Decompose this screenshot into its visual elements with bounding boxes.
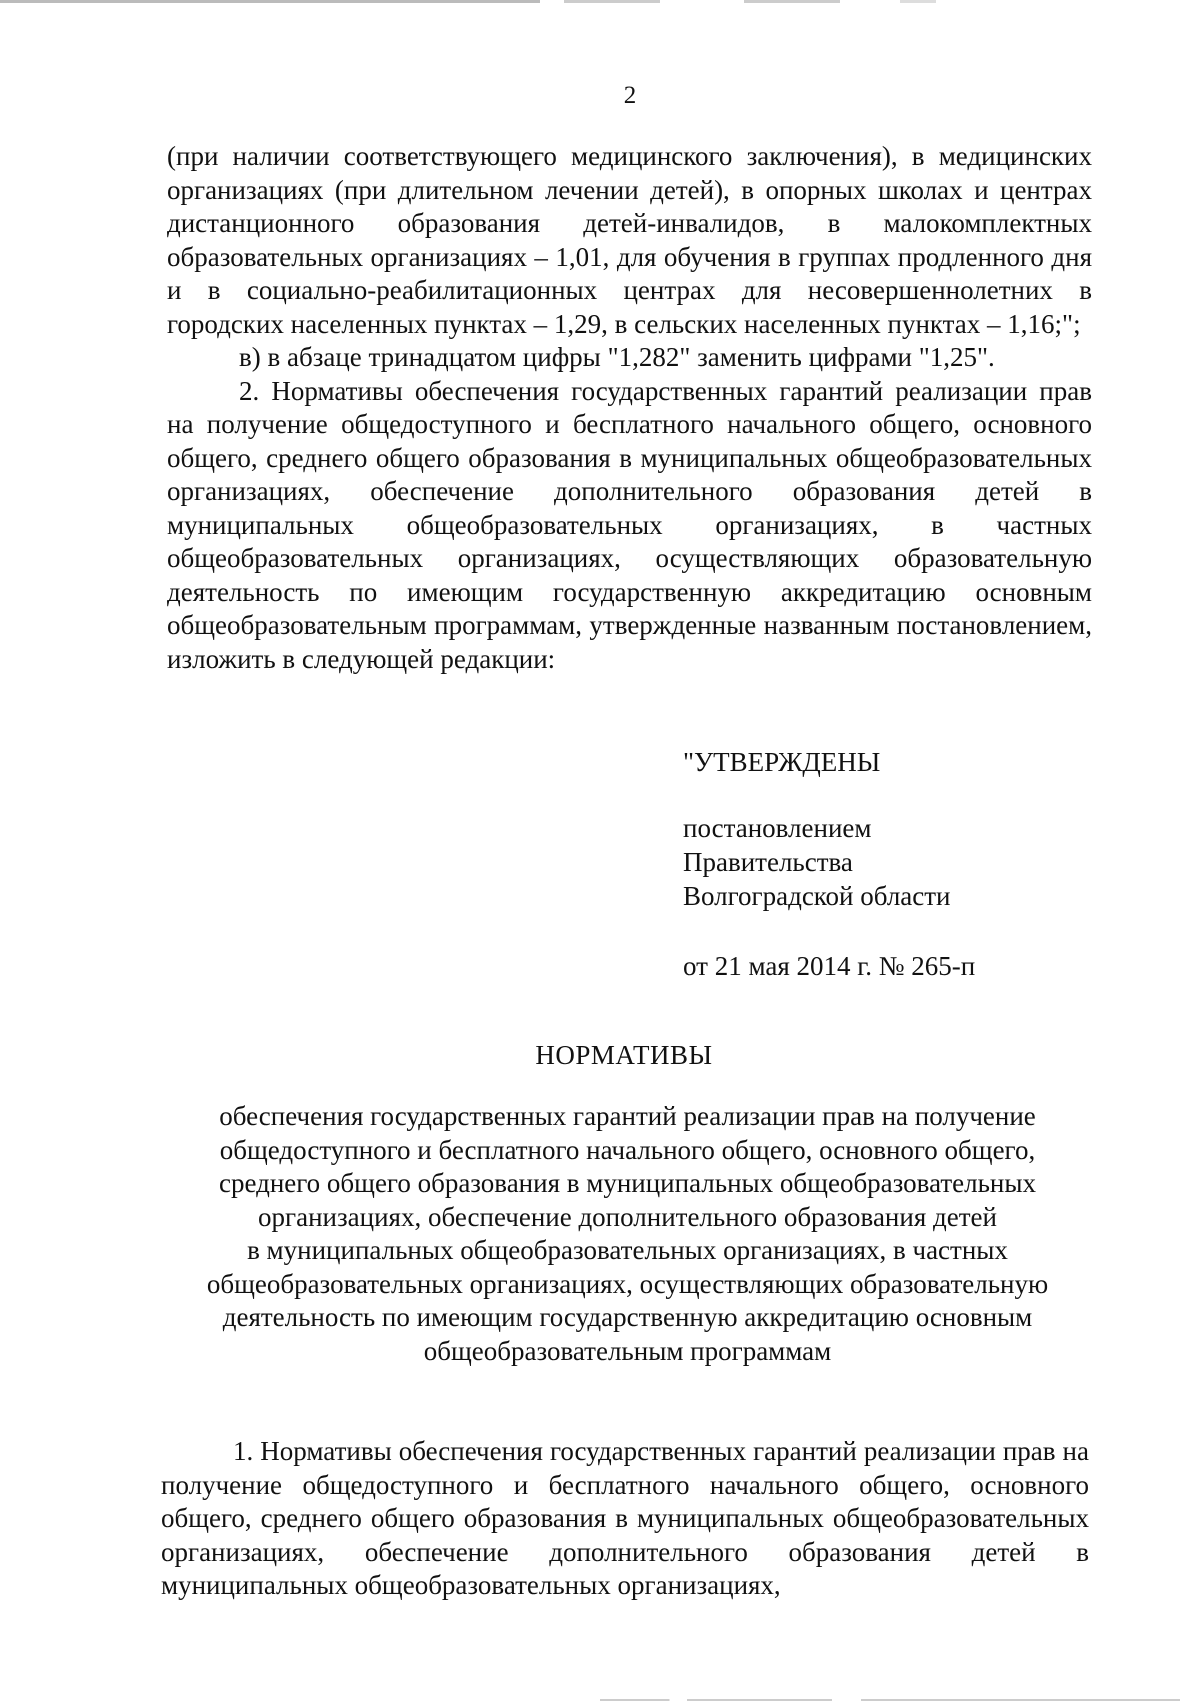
subtitle-line: общеобразовательным программам bbox=[423, 1335, 832, 1366]
approval-line: постановлением bbox=[683, 813, 872, 843]
paragraph-continuation: (при наличии соответствующего медицинского заключения), в медицинских организациях (при длительном лечении детей), в опорных школах и центрах дистанционного образования детей-инвалидов, в малокомплектных образовательных организациях – 1,01, для обучения в группах продленного дня и в социально-реабилитационных центрах для несовершеннолетних в городских населенных пунктах – 1,29, в сельских населенных пунктах – 1,16;"; bbox=[167, 141, 1092, 339]
approval-date: от 21 мая 2014 г. № 265-п bbox=[683, 951, 976, 981]
approval-authority bbox=[683, 811, 975, 913]
approval-line: Волгоградской области bbox=[683, 881, 951, 911]
subtitle-line: в муниципальных общеобразовательных организациях, в частных bbox=[247, 1235, 1008, 1265]
subtitle-line: среднего общего образования в муниципальных общеобразовательных bbox=[218, 1168, 1037, 1198]
norms-section bbox=[161, 1435, 1089, 1603]
subtitle-line: деятельность по имеющим государственную аккредитацию основным bbox=[222, 1302, 1033, 1332]
subtitle-line: организациях, обеспечение дополнительного образования детей bbox=[258, 1201, 997, 1232]
paragraph-item-2: 2. Нормативы обеспечения государственных гарантий реализации прав на получение общедоступного и бесплатного начального общего, основного общего, среднего общего образования в муниципальных общеобразовательных организациях, обеспечение дополнительного образования детей в муниципальных общеобразовательных организациях, в частных общеобразовательных организациях, осуществляющих образовательную деятельность по имеющим государственную аккредитацию основным общеобразовательным программам, утвержденные названным постановлением, изложить в следующей редакции: bbox=[167, 375, 1092, 674]
document-subtitle bbox=[160, 1100, 1095, 1368]
document-title: НОРМАТИВЫ bbox=[535, 1040, 713, 1070]
scan-top-edge bbox=[0, 0, 1200, 3]
approval-line: Правительства bbox=[683, 847, 853, 877]
subtitle-line: обеспечения государственных гарантий реализации прав на получение bbox=[219, 1101, 1036, 1131]
paragraph-item-1: 1. Нормативы обеспечения государственных гарантий реализации прав на получение общедоступного и бесплатного начального общего, основного общего, среднего общего образования в муниципальных общеобразовательных организациях, обеспечение дополнительного образования детей в муниципальных общеобразовательных организациях, bbox=[161, 1436, 1089, 1600]
approval-heading: "УТВЕРЖДЕНЫ bbox=[683, 747, 881, 777]
subtitle-line: общеобразовательных организациях, осуществляющих образовательную bbox=[206, 1268, 1049, 1299]
paragraph-amendment-v: в) в абзаце тринадцатом цифры "1,282" заменить цифрами "1,25". bbox=[239, 342, 995, 372]
document-body bbox=[167, 140, 1092, 676]
approval-block bbox=[683, 745, 975, 983]
subtitle-line: общедоступного и бесплатного начального общего, основного общего, bbox=[219, 1134, 1036, 1165]
page-number: 2 bbox=[623, 82, 637, 109]
